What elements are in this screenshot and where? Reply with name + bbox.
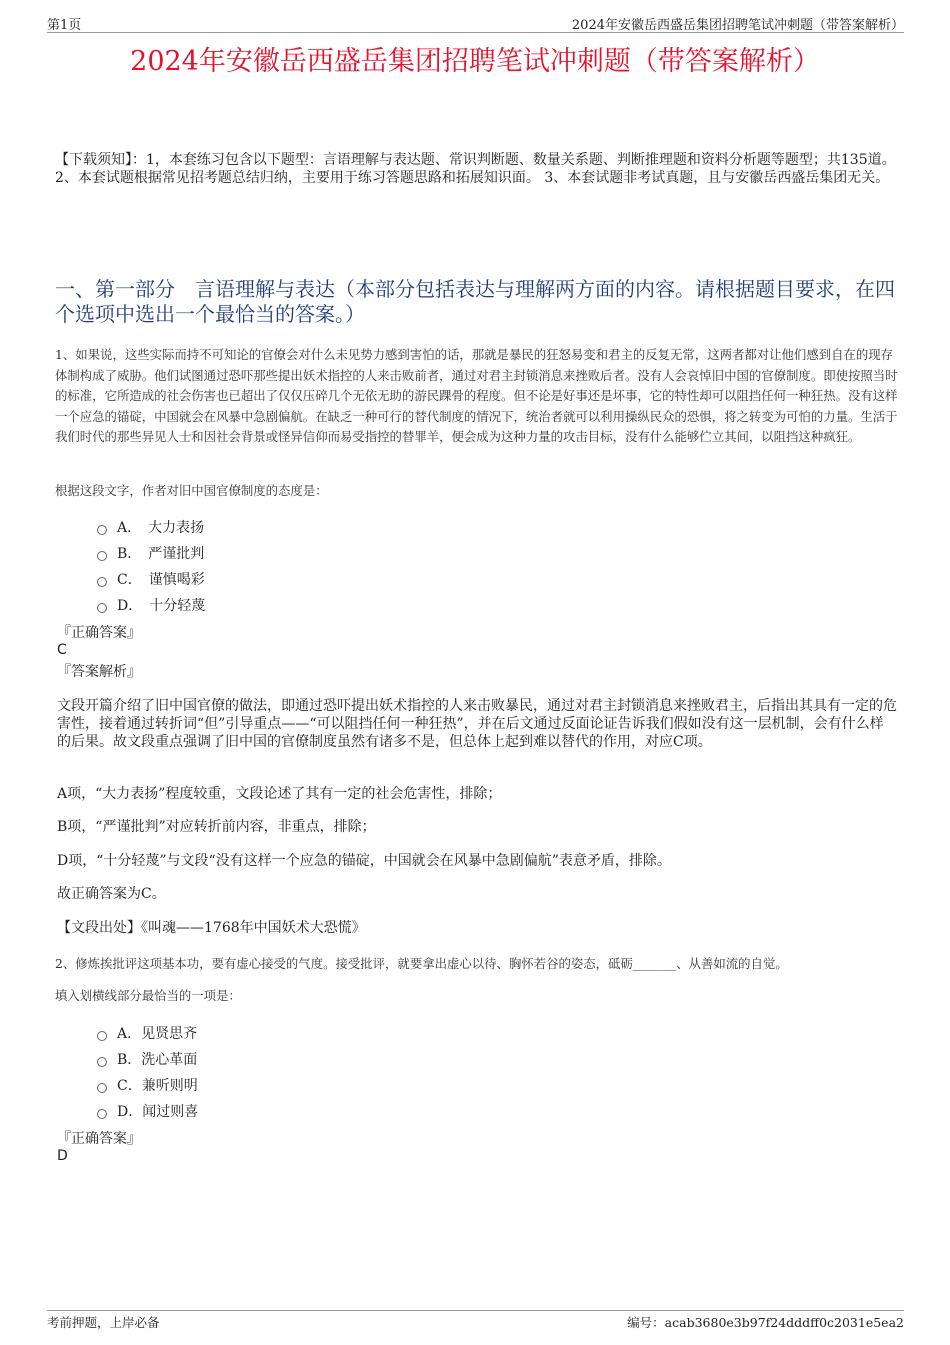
question-1-options [96,515,205,619]
option-label: C．兼听则明 [117,1078,198,1094]
question-1-text: 1、如果说，这些实际而持不可知论的官僚会对什么未见势力感到害怕的话，那就是暴民的狂怒易变和君主的反复无常，这两者都对让他们感到自在的现存体制构成了威胁。他们试图通过恐吓那些提出妖术指控的人来击败前者，通过对君主封锁消息来挫败后者。没有人会哀悼旧中国的官僚制度。即使按照当时的标准，它所造成的社会伤害也已超出了仅仅压碎几个无依无助的游民踝骨的程度。但不论是好事还是坏事，它的特性却可以阻挡任何一种狂热。没有这样一个应急的锚碇，中国就会在风暴中急剧偏航。在缺乏一种可行的替代制度的情况下，统治者就可以利用操纵民众的恐惧，将之转变为可怕的力量。生活于我们时代的那些异见人士和因社会背景或怪异信仰而易受指控的替罪羊，便会成为这种力量的攻击目标，没有什么能够伫立其间，以阻挡这种疯狂。 [55,347,898,444]
option-d[interactable] [96,593,205,619]
option-c[interactable] [96,1073,198,1099]
correct-answer-value: D [57,1148,68,1164]
radio-icon[interactable] [97,1083,107,1093]
option-b[interactable] [96,541,205,567]
footer-divider [47,1310,904,1311]
question-1-prompt: 根据这段文字，作者对旧中国官僚制度的态度是： [55,483,328,498]
analysis-option-b: B项，“严谨批判”对应转折前内容，非重点，排除； [57,819,376,835]
option-label: A． 大力表扬 [117,520,205,536]
question-2-text: 2、修炼挨批评这项基本功，要有虚心接受的气度。接受批评，就要拿出虚心以待、胸怀若谷的姿态，砥砺_______、从善如流的自觉。 [55,956,788,971]
correct-answer-label: 『正确答案』 [57,625,141,641]
option-label: B．洗心革面 [117,1052,198,1068]
radio-icon[interactable] [97,1031,107,1041]
option-d[interactable] [96,1099,198,1125]
passage-source: 【文段出处】《叫魂——1768年中国妖术大恐慌》 [57,920,366,936]
page-number: 第1页 [47,18,82,33]
analysis-main: 文段开篇介绍了旧中国官僚的做法，即通过恐吓提出妖术指控的人来击败暴民，通过对君主封锁消息来挫败君主，后指出其具有一定的危害性，接着通过转折词“但”引导重点——“可以阻挡任何一种狂热”，并在后文通过反面论证告诉我们假如没有这一层机制，会有什么样的后果。故文段重点强调了旧中国的官僚制度虽然有诸多不是，但总体上起到难以替代的作用，对应C项。 [57,698,897,750]
option-label: D．闻过则喜 [117,1104,199,1120]
option-a[interactable] [96,1021,198,1047]
analysis-label: 『答案解析』 [57,664,141,680]
analysis-option-d: D项，“十分轻蔑”与文段“没有这样一个应急的锚碇，中国就会在风暴中急剧偏航”表意矛盾，排除。 [57,853,671,869]
header-title: 2024年安徽岳西盛岳集团招聘笔试冲刺题（带答案解析） [571,18,904,33]
correct-answer-value: C [57,642,67,658]
option-c[interactable] [96,567,205,593]
radio-icon[interactable] [97,603,107,613]
download-notice: 【下载须知】：1，本套练习包含以下题型：言语理解与表达题、常识判断题、数量关系题、判断推理题和资料分析题等题型；共135道。 2、本套试题根据常见招考题总结归纳，主要用于练习答题思路和拓展知识面。 3、本套试题非考试真题，且与安徽岳西盛岳集团无关。 [55,152,896,186]
radio-icon[interactable] [97,577,107,587]
radio-icon[interactable] [97,1057,107,1067]
option-label: D． 十分轻蔑 [117,598,206,614]
radio-icon[interactable] [97,551,107,561]
footer-slogan: 考前押题，上岸必备 [47,1315,160,1330]
option-label: B． 严谨批判 [117,546,205,562]
option-label: A．见贤思齐 [117,1026,198,1042]
question-2-prompt: 填入划横线部分最恰当的一项是： [55,988,241,1003]
analysis-conclusion: 故正确答案为C。 [57,886,166,902]
option-b[interactable] [96,1047,198,1073]
correct-answer-label: 『正确答案』 [57,1131,141,1147]
option-label: C． 谨慎喝彩 [117,572,205,588]
question-2-options [96,1021,198,1125]
radio-icon[interactable] [97,1109,107,1119]
document-id: 编号：acab3680e3b97f24dddff0c2031e5ea2 [627,1315,904,1330]
section-heading: 一、第一部分 言语理解与表达（本部分包括表达与理解两方面的内容。请根据题目要求，在四个选项中选出一个最恰当的答案。） [55,277,895,326]
header-divider [47,32,904,33]
document-title: 2024年安徽岳西盛岳集团招聘笔试冲刺题（带答案解析） [130,46,820,77]
option-a[interactable] [96,515,205,541]
radio-icon[interactable] [97,525,107,535]
analysis-option-a: A项，“大力表扬”程度较重，文段论述了其有一定的社会危害性，排除； [57,786,502,802]
